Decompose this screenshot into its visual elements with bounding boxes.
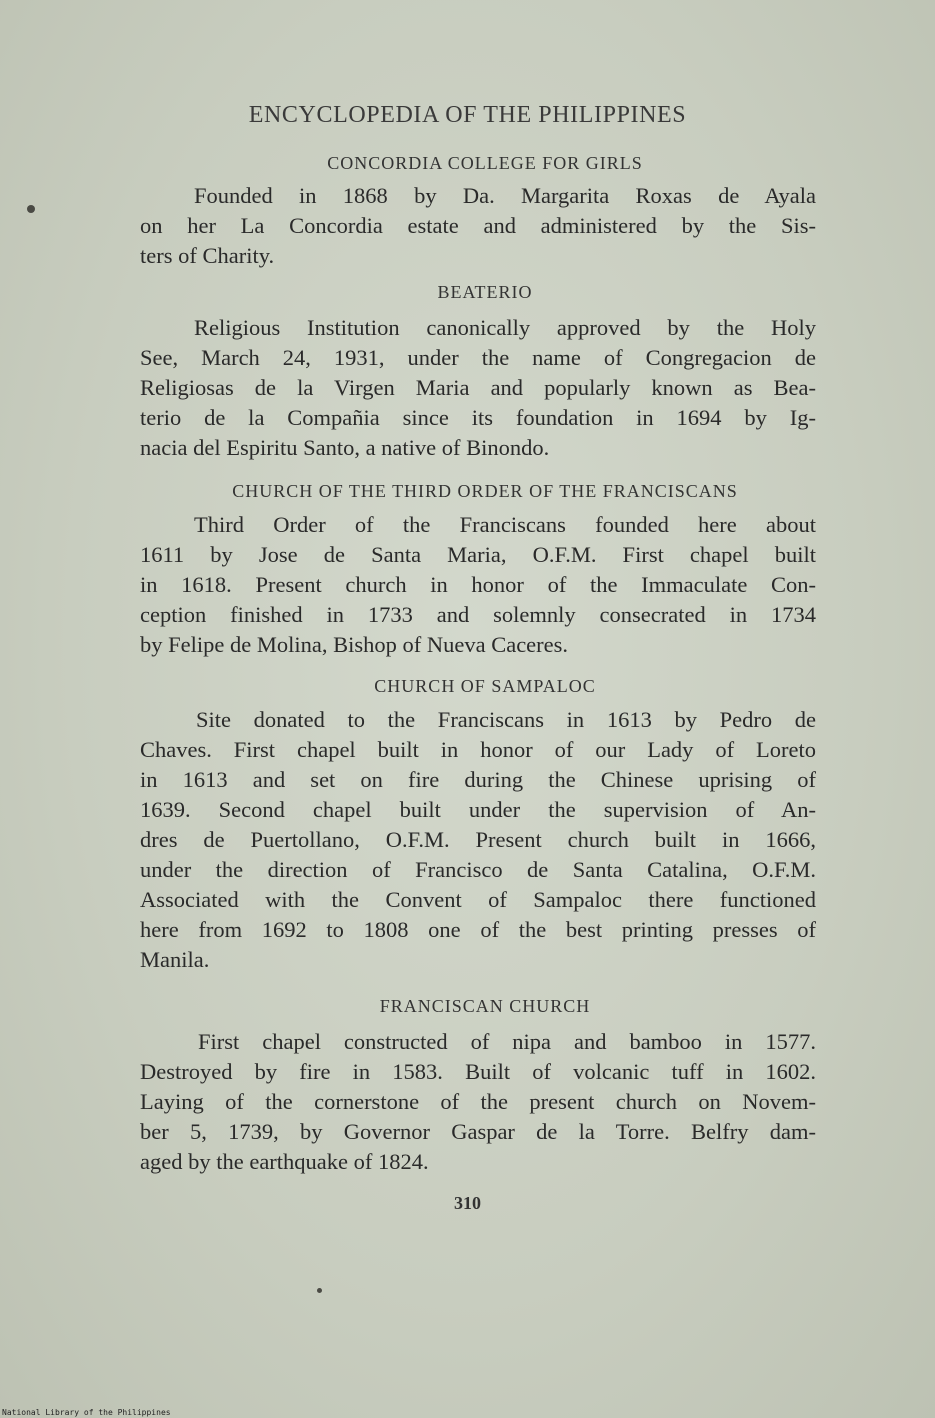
text-line: Third Order of the Franciscans founded here about	[194, 512, 816, 537]
text-line: in 1613 and set on fire during the Chinese uprising of	[140, 767, 816, 792]
text-line: 1639. Second chapel built under the supervision of An-	[140, 797, 816, 822]
text-line: on her La Concordia estate and administered by the Sis-	[140, 213, 816, 238]
text-line: See, March 24, 1931, under the name of Congregacion de	[140, 345, 816, 370]
section-title-franciscan-church: FRANCISCAN CHURCH	[379, 996, 591, 1016]
ink-speck	[317, 1288, 322, 1293]
text-line: nacia del Espiritu Santo, a native of Binondo.	[140, 435, 550, 460]
section-body-third-order	[140, 510, 816, 660]
text-line: ber 5, 1739, by Governor Gaspar de la Torre. Belfry dam-	[140, 1119, 816, 1144]
text-line: Religiosas de la Virgen Maria and popularly known as Bea-	[140, 375, 816, 400]
text-line: Chaves. First chapel built in honor of our Lady of Loreto	[140, 737, 816, 762]
text-line: First chapel constructed of nipa and bamboo in 1577.	[198, 1029, 816, 1054]
footer-credit: National Library of the Philippines	[2, 1408, 171, 1417]
text-line: terio de la Compañia since its foundation in 1694 by Ig-	[140, 405, 816, 430]
section-title-sampaloc: CHURCH OF SAMPALOC	[374, 676, 596, 696]
text-line: 1611 by Jose de Santa Maria, O.F.M. First chapel built	[140, 542, 816, 567]
text-line: Destroyed by fire in 1583. Built of volcanic tuff in 1602.	[140, 1059, 816, 1084]
text-line: Religious Institution canonically approved by the Holy	[194, 315, 816, 340]
section-body-beaterio	[140, 313, 816, 463]
text-line: Laying of the cornerstone of the present church on Novem-	[140, 1089, 816, 1114]
text-line: here from 1692 to 1808 one of the best printing presses of	[140, 917, 816, 942]
section-body-sampaloc	[140, 705, 816, 975]
text-line: ters of Charity.	[140, 243, 275, 268]
text-line: ception finished in 1733 and solemnly consecrated in 1734	[140, 602, 816, 627]
page-number: 310	[454, 1193, 481, 1213]
section-title-beaterio: BEATERIO	[437, 282, 533, 302]
section-body-franciscan-church	[140, 1027, 816, 1177]
text-line: Associated with the Convent of Sampaloc there functioned	[140, 887, 816, 912]
section-body-concordia	[140, 181, 816, 271]
section-title-concordia: CONCORDIA COLLEGE FOR GIRLS	[327, 153, 643, 173]
text-line: under the direction of Francisco de Santa Catalina, O.F.M.	[140, 857, 816, 882]
text-line: dres de Puertollano, O.F.M. Present church built in 1666,	[140, 827, 816, 852]
section-title-third-order: CHURCH OF THE THIRD ORDER OF THE FRANCISCANS	[232, 481, 738, 501]
text-line: aged by the earthquake of 1824.	[140, 1149, 429, 1174]
running-head: ENCYCLOPEDIA OF THE PHILIPPINES	[248, 102, 687, 128]
ink-speck	[27, 205, 35, 213]
text-line: in 1618. Present church in honor of the Immaculate Con-	[140, 572, 816, 597]
text-line: by Felipe de Molina, Bishop of Nueva Caceres.	[140, 632, 569, 657]
text-line: Manila.	[140, 947, 210, 972]
text-line: Site donated to the Franciscans in 1613 by Pedro de	[196, 707, 816, 732]
text-line: Founded in 1868 by Da. Margarita Roxas de Ayala	[194, 183, 816, 208]
